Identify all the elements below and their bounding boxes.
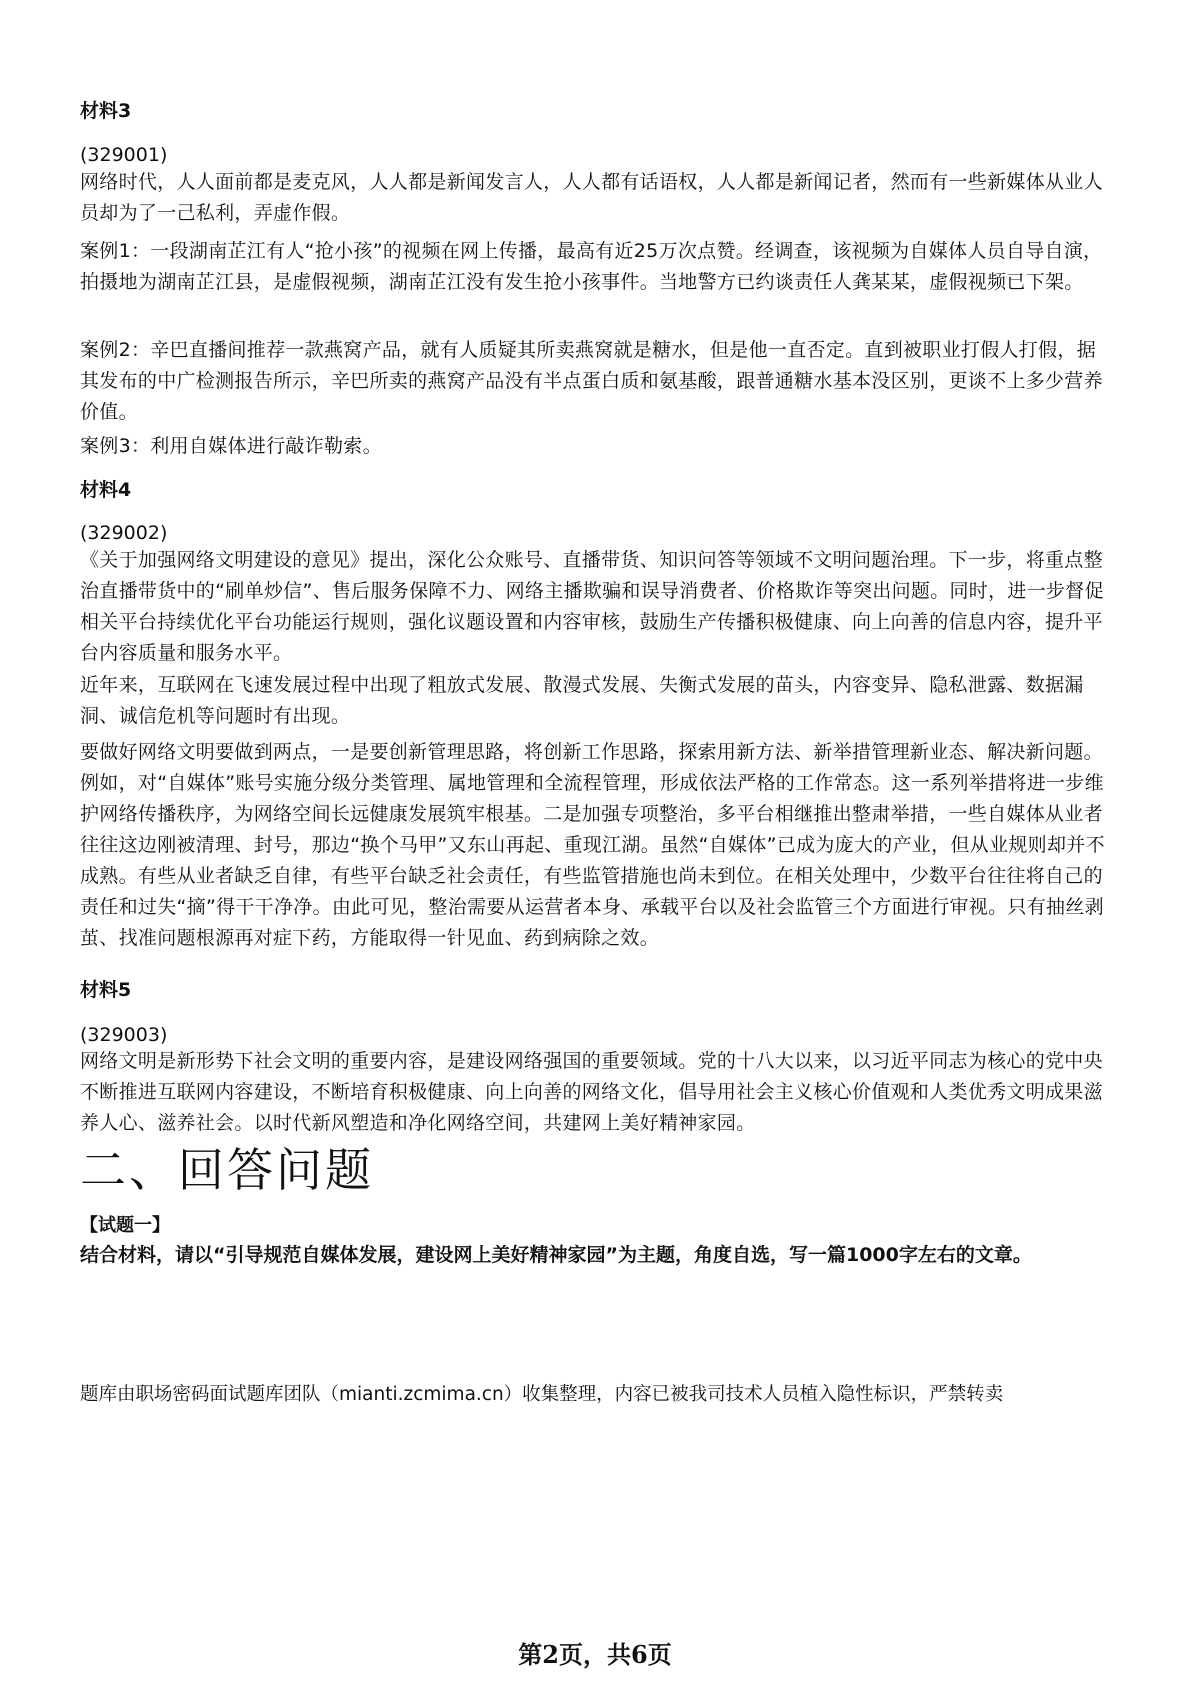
material-3-paragraph-2: 案例1：一段湖南芷江有人“抢小孩”的视频在网上传播，最高有近25万次点赞。经调查，该视频为自媒体人员自导自演，拍摄地为湖南芷江县，是虚假视频，湖南芷江没有发生抢小孩事件。当地警方已约谈责任人龚某某，虚假视频已下架。 [80, 240, 1103, 293]
material-4-title: 材料4 [80, 479, 132, 501]
material-4-paragraph-2: 近年来，互联网在飞速发展过程中出现了粗放式发展、散漫式发展、失衡式发展的苗头，内容变异、隐私泄露、数据漏洞、诚信危机等问题时有出现。 [80, 674, 1084, 727]
question-text: 结合材料，请以“引导规范自媒体发展，建设网上美好精神家园”为主题，角度自选，写一篇1000字左右的文章。 [80, 1244, 1032, 1266]
footer-note: 题库由职场密码面试题库团队（mianti.zcmima.cn）收集整理，内容已被我司技术人员植入隐性标识，严禁转卖 [80, 1384, 1004, 1405]
material-5-paragraph-1: 网络文明是新形势下社会文明的重要内容，是建设网络强国的重要领域。党的十八大以来，以习近平同志为核心的党中央不断推进互联网内容建设，不断培育积极健康、向上向善的网络文化，倡导用社会主义核心价值观和人类优秀文明成果滋养人心、滋养社会。以时代新风塑造和净化网络空间，共建网上美好精神家园。 [80, 1050, 1103, 1134]
question-label: 【试题一】 [80, 1215, 170, 1236]
material-5-code: (329003) [80, 1024, 168, 1046]
section-heading: 二、回答问题 [80, 1143, 374, 1197]
material-3-paragraph-3: 案例2：辛巴直播间推荐一款燕窝产品，就有人质疑其所卖燕窝就是糖水，但是他一直否定。直到被职业打假人打假，据其发布的中广检测报告所示，辛巴所卖的燕窝产品没有半点蛋白质和氨基酸，跟普通糖水基本没区别，更谈不上多少营养价值。 [80, 339, 1103, 423]
material-3-code: (329001) [80, 144, 168, 166]
page-number: 第2页，共6页 [518, 1640, 672, 1669]
material-4-paragraph-3: 要做好网络文明要做到两点，一是要创新管理思路，将创新工作思路，探索用新方法、新举措管理新业态、解决新问题。例如，对“自媒体”账号实施分级分类管理、属地管理和全流程管理，形成依法严格的工作常态。这一系列举措将进一步维护网络传播秩序，为网络空间长远健康发展筑牢根基。二是加强专项整治，多平台相继推出整肃举措，一些自媒体从业者往往这边刚被清理、封号，那边“换个马甲”又东山再起、重现江湖。虽然“自媒体”已成为庞大的产业，但从业规则却并不成熟。有些从业者缺乏自律，有些平台缺乏社会责任，有些监管措施也尚未到位。在相关处理中，少数平台往往将自己的责任和过失“摘”得干干净净。由此可见，整治需要从运营者本身、承载平台以及社会监管三个方面进行审视。只有抽丝剥茧、找准问题根源再对症下药，方能取得一针见血、药到病除之效。 [80, 741, 1105, 949]
material-5-title: 材料5 [80, 979, 132, 1001]
material-4-code: (329002) [80, 522, 168, 544]
material-3-paragraph-4: 案例3：利用自媒体进行敲诈勒索。 [80, 435, 382, 457]
material-4-paragraph-1: 《关于加强网络文明建设的意见》提出，深化公众账号、直播带货、知识问答等领域不文明问题治理。下一步，将重点整治直播带货中的“刷单炒信”、售后服务保障不力、网络主播欺骗和误导消费者、价格欺诈等突出问题。同时，进一步督促相关平台持续优化平台功能运行规则，强化议题设置和内容审核，鼓励生产传播积极健康、向上向善的信息内容，提升平台内容质量和服务水平。 [80, 549, 1104, 664]
material-3-title: 材料3 [80, 100, 132, 122]
material-3-paragraph-1: 网络时代，人人面前都是麦克风，人人都是新闻发言人，人人都有话语权，人人都是新闻记者，然而有一些新媒体从业人员却为了一己私利，弄虚作假。 [80, 171, 1103, 224]
